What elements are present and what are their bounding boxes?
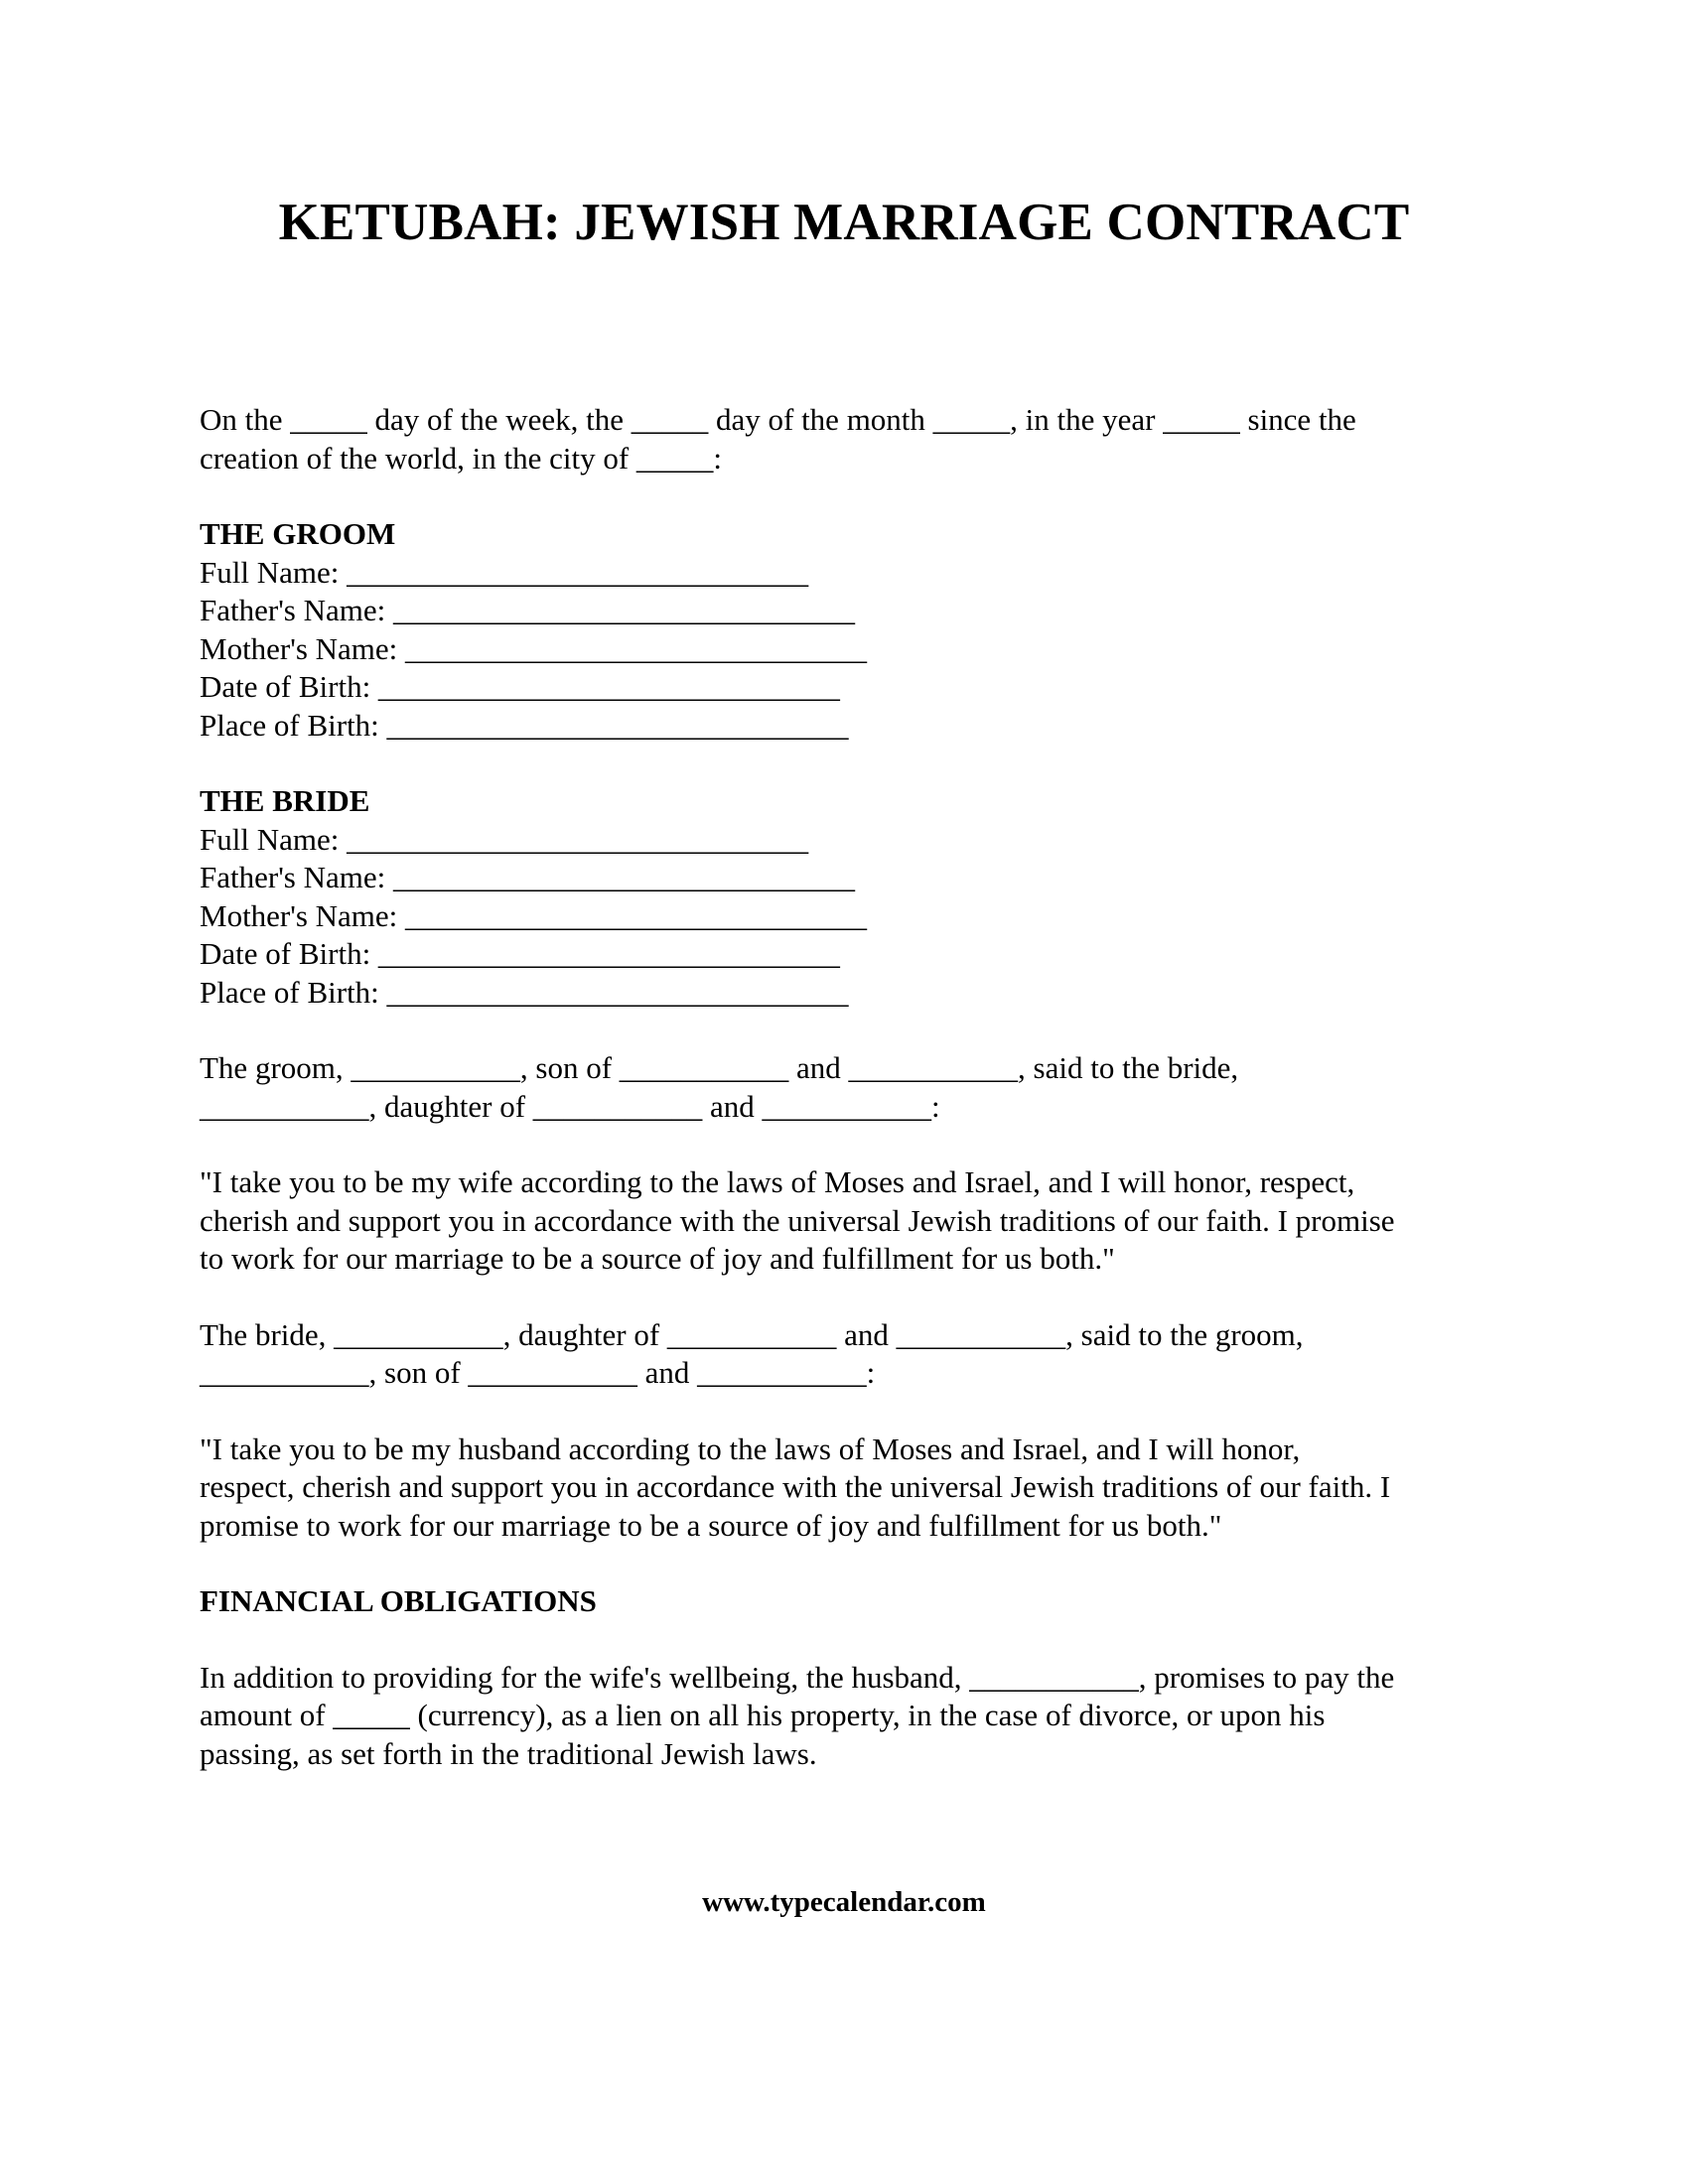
document-body [200, 401, 1500, 1773]
bride-mother-name-field: Mother's Name: ______________________________ [200, 897, 868, 933]
groom-statement-line: The groom, ___________, son of ___________ and ___________, said to the bride, [200, 1050, 1239, 1085]
bride-section [200, 782, 1500, 1012]
groom-vow-line: to work for our marriage to be a source of joy and fulfillment for us both." [200, 1241, 1115, 1276]
groom-place-of-birth-field: Place of Birth: ______________________________ [200, 707, 849, 743]
financial-line: In addition to providing for the wife's wellbeing, the husband, ___________, promises to pay the [200, 1659, 1395, 1695]
bride-vow-line: respect, cherish and support you in accordance with the universal Jewish traditions of our faith. I [200, 1469, 1391, 1504]
bride-vow-line: promise to work for our marriage to be a source of joy and fulfillment for us both." [200, 1507, 1222, 1543]
bride-vow [200, 1431, 1500, 1546]
groom-statement [200, 1049, 1500, 1126]
groom-vow [200, 1163, 1500, 1279]
intro-line: creation of the world, in the city of _____: [200, 440, 723, 476]
financial-line: amount of _____ (currency), as a lien on all his property, in the case of divorce, or upon his [200, 1698, 1326, 1732]
financial-heading: FINANCIAL OBLIGATIONS [200, 1583, 597, 1618]
bride-heading: THE BRIDE [200, 783, 370, 818]
footer-website: www.typecalendar.com [702, 1886, 986, 1918]
groom-statement-line: ___________, daughter of ___________ and ___________: [200, 1088, 940, 1124]
bride-statement-line: The bride, ___________, daughter of ___________ and ___________, said to the groom, [200, 1316, 1304, 1352]
bride-date-of-birth-field: Date of Birth: ______________________________ [200, 936, 840, 971]
groom-full-name-field: Full Name: ______________________________ [200, 554, 809, 590]
groom-heading: THE GROOM [200, 516, 396, 551]
groom-mother-name-field: Mother's Name: ______________________________ [200, 630, 868, 666]
groom-father-name-field: Father's Name: ______________________________ [200, 593, 855, 627]
intro-line: On the _____ day of the week, the _____ day of the month _____, in the year _____ since the [200, 402, 1356, 437]
bride-father-name-field: Father's Name: ______________________________ [200, 860, 855, 894]
bride-statement-line: ___________, son of ___________ and ___________: [200, 1355, 876, 1390]
bride-full-name-field: Full Name: ______________________________ [200, 821, 809, 857]
groom-section [200, 515, 1500, 745]
document-title: KETUBAH: JEWISH MARRIAGE CONTRACT [278, 194, 1410, 251]
bride-statement [200, 1316, 1500, 1393]
groom-vow-line: cherish and support you in accordance with the universal Jewish traditions of our faith. I promise [200, 1202, 1395, 1238]
financial-line: passing, as set forth in the traditional Jewish laws. [200, 1735, 817, 1771]
financial-section [200, 1582, 1500, 1773]
groom-vow-line: "I take you to be my wife according to the laws of Moses and Israel, and I will honor, respect, [200, 1164, 1355, 1199]
bride-vow-line: "I take you to be my husband according to the laws of Moses and Israel, and I will honor, [200, 1431, 1301, 1466]
bride-place-of-birth-field: Place of Birth: ______________________________ [200, 974, 849, 1010]
intro-paragraph [200, 401, 1500, 478]
groom-date-of-birth-field: Date of Birth: ______________________________ [200, 669, 840, 704]
